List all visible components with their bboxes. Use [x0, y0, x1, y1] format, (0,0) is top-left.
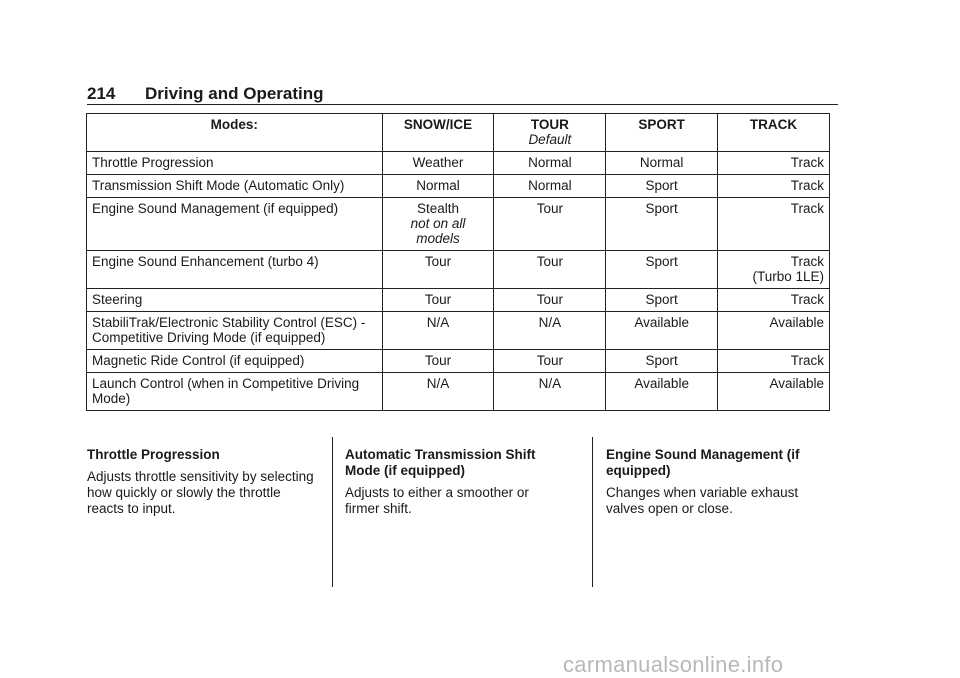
column-header — [718, 114, 830, 152]
table-cell — [382, 152, 494, 175]
cell-note: (Turbo 1LE) — [752, 269, 824, 284]
cell-value: Sport — [645, 178, 678, 193]
section-body: Adjusts to either a smoother or firmer shift. — [345, 485, 529, 516]
column-divider — [592, 437, 593, 587]
column-header-label: SNOW/ICE — [403, 117, 473, 132]
table-row — [87, 198, 830, 251]
cell-value: Track — [790, 178, 824, 193]
cell-value: Tour — [536, 201, 563, 216]
cell-value: Sport — [645, 353, 678, 368]
table-header-row — [87, 114, 830, 152]
cell-value: Track — [790, 254, 824, 269]
table-cell — [382, 289, 494, 312]
table-cell — [494, 251, 606, 289]
section-title: Driving and Operating — [145, 84, 324, 103]
table-cell — [382, 312, 494, 350]
section-body: Adjusts throttle sensitivity by selecting how quickly or slowly the throttle reacts to input. — [87, 469, 314, 516]
cell-value: Available — [769, 315, 824, 330]
cell-value: Available — [634, 376, 689, 391]
cell-value: Tour — [536, 292, 563, 307]
section-heading: Engine Sound Management (if equipped) — [606, 447, 800, 478]
table-cell — [494, 175, 606, 198]
row-label: Transmission Shift Mode (Automatic Only) — [87, 175, 383, 198]
table-cell — [718, 198, 830, 251]
table-cell — [606, 289, 718, 312]
column-header — [494, 114, 606, 152]
table-cell — [606, 198, 718, 251]
row-label: Steering — [87, 289, 383, 312]
cell-value: Weather — [412, 155, 464, 170]
table-cell — [718, 312, 830, 350]
table-cell — [382, 251, 494, 289]
table-cell — [606, 373, 718, 411]
cell-value: Tour — [424, 254, 452, 269]
cell-value: N/A — [426, 376, 450, 391]
table-row — [87, 350, 830, 373]
table-row — [87, 175, 830, 198]
cell-value: Track — [790, 155, 824, 170]
table-cell — [606, 312, 718, 350]
row-label: Magnetic Ride Control (if equipped) — [87, 350, 383, 373]
section-engine-sound-management — [606, 447, 831, 517]
cell-value: Available — [769, 376, 824, 391]
cell-value: Track — [790, 353, 824, 368]
cell-value: Tour — [424, 292, 452, 307]
drive-modes-table — [86, 113, 830, 411]
table-cell — [382, 373, 494, 411]
column-divider — [332, 437, 333, 587]
cell-note: not on all models — [410, 216, 466, 246]
section-body: Changes when variable exhaust valves open or close. — [606, 485, 799, 516]
table-cell — [718, 152, 830, 175]
cell-value: Normal — [416, 178, 460, 193]
table-cell — [606, 251, 718, 289]
cell-value: Tour — [536, 254, 563, 269]
cell-value: Tour — [536, 353, 563, 368]
section-throttle-progression — [87, 447, 317, 517]
table-cell — [382, 198, 494, 251]
cell-value: N/A — [426, 315, 450, 330]
table-cell — [494, 152, 606, 175]
table-cell — [606, 350, 718, 373]
column-header — [87, 114, 383, 152]
cell-value: Normal — [639, 155, 684, 170]
column-header-label: Modes: — [210, 117, 258, 132]
table-cell — [494, 198, 606, 251]
section-transmission-shift-mode — [345, 447, 565, 517]
row-label: Engine Sound Management (if equipped) — [87, 198, 383, 251]
table-cell — [718, 373, 830, 411]
row-label: Engine Sound Enhancement (turbo 4) — [87, 251, 383, 289]
table-cell — [382, 175, 494, 198]
cell-value: Track — [790, 201, 824, 216]
table-row — [87, 152, 830, 175]
table-cell — [718, 350, 830, 373]
row-label: Launch Control (when in Competitive Driving Mode) — [87, 373, 383, 411]
table-cell — [606, 152, 718, 175]
table-cell — [494, 373, 606, 411]
cell-value: Sport — [645, 292, 678, 307]
column-header — [382, 114, 494, 152]
cell-value: Available — [634, 315, 689, 330]
table-row — [87, 289, 830, 312]
table-cell — [718, 289, 830, 312]
row-label: Throttle Progression — [87, 152, 383, 175]
cell-value: Track — [790, 292, 824, 307]
table-row — [87, 373, 830, 411]
cell-value: N/A — [538, 315, 562, 330]
table-cell — [494, 312, 606, 350]
table-cell — [718, 175, 830, 198]
watermark-text: carmanualsonline.info — [563, 652, 784, 677]
column-header-label: SPORT — [638, 117, 685, 132]
table-cell — [606, 175, 718, 198]
cell-value: Stealth — [416, 201, 459, 216]
column-header-note: Default — [528, 132, 572, 147]
cell-value: N/A — [538, 376, 562, 391]
cell-value: Sport — [645, 201, 678, 216]
column-header-label: TRACK — [749, 117, 798, 132]
section-heading: Automatic Transmission Shift Mode (if equipped) — [345, 447, 536, 478]
table-cell — [494, 289, 606, 312]
table-row — [87, 312, 830, 350]
section-heading: Throttle Progression — [87, 447, 220, 462]
cell-value: Tour — [424, 353, 452, 368]
page-number: 214 — [87, 84, 116, 103]
cell-value: Sport — [645, 254, 678, 269]
table-cell — [494, 350, 606, 373]
cell-value: Normal — [528, 155, 572, 170]
page-header — [87, 84, 838, 105]
table-cell — [382, 350, 494, 373]
column-header — [606, 114, 718, 152]
cell-value: Normal — [528, 178, 572, 193]
column-header-label: TOUR — [530, 117, 569, 132]
row-label: StabiliTrak/Electronic Stability Control (ESC) - Competitive Driving Mode (if equipped) — [87, 312, 383, 350]
table-cell — [718, 251, 830, 289]
table-row — [87, 251, 830, 289]
